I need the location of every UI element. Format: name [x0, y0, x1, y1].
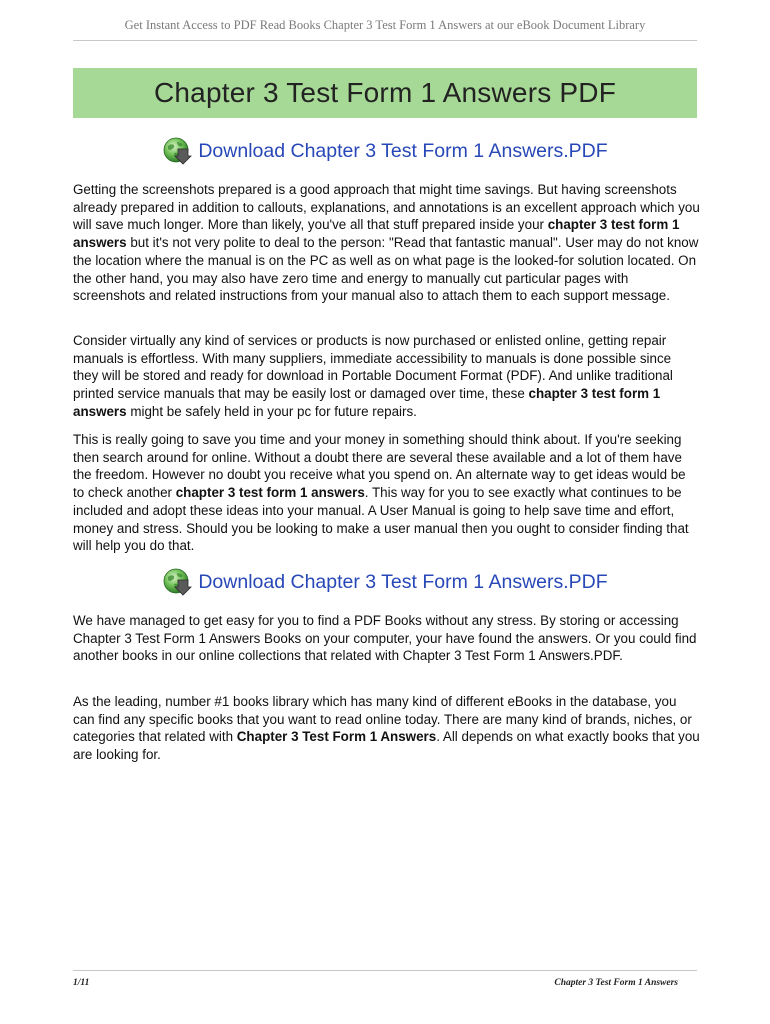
- footer-divider: [73, 970, 697, 971]
- download-link-top[interactable]: [73, 134, 697, 168]
- keyword-bold: Chapter 3 Test Form 1 Answers: [236, 729, 437, 745]
- download-link-label: Download Chapter 3 Test Form 1 Answers.PDF: [198, 570, 608, 593]
- paragraph-text: Getting the screenshots prepared is a good approach that might time savings. But having screenshots already prepared in addition to callouts, explanations, and annotations is an excellent approach which you will save much longer. More than likely, you've all that stuff prepared inside your: [73, 182, 700, 233]
- globe-download-icon: [162, 136, 192, 166]
- paragraph-2: [73, 332, 700, 421]
- footer-title: Chapter 3 Test Form 1 Answers: [554, 978, 678, 988]
- paragraph-text: might be safely held in your pc for future repairs.: [126, 403, 417, 419]
- page-title: Chapter 3 Test Form 1 Answers PDF: [153, 77, 617, 108]
- paragraph-text: This is really going to save you time and your money in something should think about. If you're seeking then search around for online. Without a doubt there are several these available and a lot of them have the freedom. However no doubt you receive what you spend on. An alternate way to get ideas would be to check another: [73, 432, 686, 501]
- page-header: Get Instant Access to PDF Read Books Chapter 3 Test Form 1 Answers at our eBook Document Library: [124, 18, 646, 32]
- paragraph-3: [73, 431, 700, 555]
- paragraph-text: . This way for you to see exactly what continues to be included and adopt these ideas into your manual. A User Manual is going to help save time and effort, money and stress. Should you be looking to make a user manual then you ought to consider finding that will help you do that.: [73, 485, 689, 554]
- paragraph-4: [73, 612, 700, 665]
- paragraph-text: We have managed to get easy for you to find a PDF Books without any stress. By storing or accessing Chapter 3 Test Form 1 Answers Books on your computer, your have found the answers. Or you could find another books in our online collections that related with Chapter 3 Test Form 1 Answers.PDF.: [73, 613, 697, 664]
- download-link-label: Download Chapter 3 Test Form 1 Answers.PDF: [198, 139, 608, 162]
- keyword-bold: chapter 3 test form 1 answers: [73, 386, 661, 419]
- paragraph-text: As the leading, number #1 books library which has many kind of different eBooks in the database, you can find any specific books that you want to read online today. There are many kind of brands, niches, or categories that related with: [73, 694, 692, 745]
- keyword-bold: chapter 3 test form 1 answers: [73, 217, 680, 251]
- paragraph-5: [73, 693, 700, 764]
- globe-download-icon: [162, 567, 192, 597]
- page-number: 1/11: [73, 978, 90, 988]
- keyword-bold: chapter 3 test form 1 answers: [175, 485, 365, 501]
- paragraph-text: but it's not very polite to deal to the person: "Read that fantastic manual". User may do not know the location where the manual is on the PC as well as on what page is the looked-for solution located. On the other hand, you may also have zero time and energy to manually cut particular pages with screenshots and related instructions from your manual also to attach them to each support message.: [73, 235, 699, 304]
- download-link-bottom[interactable]: [73, 565, 697, 599]
- paragraph-text: Consider virtually any kind of services or products is now purchased or enlisted online, getting repair manuals is effortless. With many suppliers, immediate accessibility to manuals is done possible since they will be stored and ready for download in Portable Document Format (PDF). And unlike traditional printed service manuals that may be easily lost or damaged over time, these: [73, 333, 673, 402]
- paragraph-text: . All depends on what exactly books that you are looking for.: [73, 729, 700, 763]
- paragraph-1: [73, 181, 700, 305]
- header-divider: [73, 40, 697, 41]
- title-banner: [73, 68, 697, 118]
